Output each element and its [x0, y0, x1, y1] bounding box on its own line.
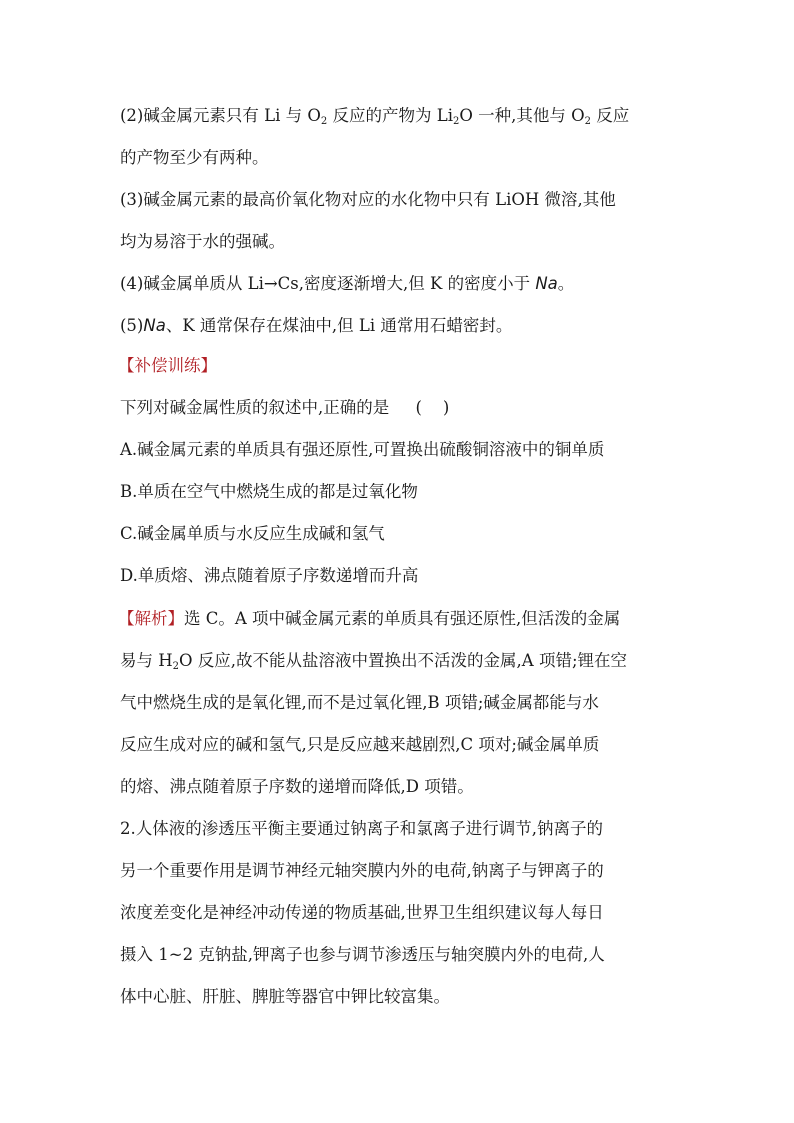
- point-2-mid-1: 反应的产物为 Li: [327, 106, 453, 125]
- option-d: D.单质熔、沸点随着原子序数递增而升高: [120, 566, 419, 585]
- li2o-subscript: 2: [452, 116, 460, 127]
- question-2-line-1: 2.人体液的渗透压平衡主要通过钠离子和氯离子进行调节,钠离子的: [120, 819, 603, 838]
- option-c: C.碱金属单质与水反应生成碱和氢气: [120, 524, 385, 543]
- point-2-prefix: (2)碱金属元素只有 Li 与 O: [120, 106, 321, 125]
- practice-heading: 【补偿训练】: [118, 356, 217, 375]
- point-4-suffix: 。: [557, 274, 575, 293]
- option-a: A.碱金属元素的单质具有强还原性,可置换出硫酸铜溶液中的铜单质: [120, 440, 605, 459]
- point-5-prefix: (5): [120, 316, 144, 335]
- point-5-suffix: 、K 通常保存在煤油中,但 Li 通常用石蜡密封。: [165, 316, 513, 335]
- point-2-line-1: [120, 106, 629, 126]
- analysis-line-3: 气中燃烧生成的是氧化锂,而不是过氧化锂,B 项错;碱金属都能与水: [120, 693, 599, 712]
- o2-subscript: 2: [320, 116, 328, 127]
- analysis-tag: 【解析】: [118, 609, 184, 628]
- o2-subscript-2: 2: [584, 116, 592, 127]
- analysis-line-4: 反应生成对应的碱和氢气,只是反应越来越剧烈,C 项对;碱金属单质: [120, 735, 600, 754]
- point-2-suffix: 反应: [591, 106, 630, 125]
- sodium-symbol: Na: [535, 274, 558, 293]
- point-4-line: [120, 274, 574, 294]
- analysis-line-5: 的熔、沸点随着原子序数的递增而降低,D 项错。: [120, 777, 474, 796]
- point-3-line-1: (3)碱金属元素的最高价氧化物对应的水化物中只有 LiOH 微溶,其他: [120, 190, 616, 209]
- analysis-line-1: [118, 609, 620, 629]
- point-3-line-2: 均为易溶于水的强碱。: [120, 232, 285, 251]
- point-2-mid-2: O 一种,其他与 O: [459, 106, 585, 125]
- question-2-line-5: 体中心脏、肝脏、脾脏等器官中钾比较富集。: [120, 987, 450, 1006]
- analysis-line-2-prefix: 易与 H: [120, 651, 173, 670]
- analysis-text-1: 选 C。A 项中碱金属元素的单质具有强还原性,但活泼的金属: [184, 609, 621, 628]
- sodium-symbol-2: Na: [143, 316, 166, 335]
- analysis-line-2-suffix: O 反应,故不能从盐溶液中置换出不活泼的金属,A 项错;锂在空: [179, 651, 627, 670]
- analysis-line-2: [120, 651, 627, 671]
- point-2-line-2: 的产物至少有两种。: [120, 148, 269, 167]
- point-5-line: [120, 316, 512, 336]
- practice-question: 下列对碱金属性质的叙述中,正确的是 ( ): [120, 398, 450, 417]
- question-2-line-4: 摄入 1~2 克钠盐,钾离子也参与调节渗透压与轴突膜内外的电荷,人: [120, 945, 605, 964]
- question-2-line-3: 浓度差变化是神经冲动传递的物质基础,世界卫生组织建议每人每日: [120, 903, 604, 922]
- h2o-subscript: 2: [172, 661, 180, 672]
- option-b: B.单质在空气中燃烧生成的都是过氧化物: [120, 482, 418, 501]
- point-4-prefix: (4)碱金属单质从 Li→Cs,密度逐渐增大,但 K 的密度小于: [120, 274, 536, 293]
- question-2-line-2: 另一个重要作用是调节神经元轴突膜内外的电荷,钠离子与钾离子的: [120, 861, 604, 880]
